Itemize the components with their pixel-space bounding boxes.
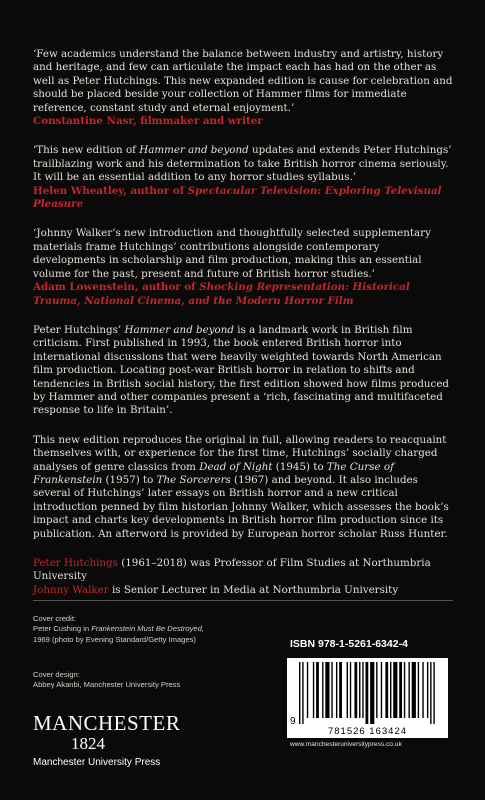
barcode-bar xyxy=(313,662,314,718)
barcode-bar xyxy=(299,662,300,724)
quote-text-span: updates and extends Peter Hutchings’ trailblazing work and his determination to take British horror cinema seriously. It will be an essential addition to any horror studies syllabus.’ xyxy=(33,144,452,184)
barcode-bar xyxy=(404,662,405,718)
text-column xyxy=(33,48,453,597)
barcode-bar xyxy=(399,662,402,718)
barcode-bar xyxy=(347,662,348,718)
attribution-name: Adam Lowenstein, author of xyxy=(33,281,200,294)
body-text: Peter Hutchings’ xyxy=(33,323,125,336)
quote-attribution xyxy=(33,185,453,212)
barcode-bar xyxy=(390,662,391,718)
cover-credit-text: Peter Cushing in xyxy=(33,624,92,634)
cover-design-name: Abbey Akanbi, Manchester University Press xyxy=(33,680,181,690)
barcode-first-digit: 9 xyxy=(290,716,296,727)
author-bios xyxy=(33,557,453,597)
book-title: Hammer and beyond xyxy=(124,323,234,336)
quote-2 xyxy=(33,144,453,211)
barcode-bar xyxy=(381,662,382,718)
body-text: is a landmark work in British film criticism. First published in 1993, the book entered British horror into international discussions that were heavily weighted towards North American film production. Locating post-war British horror in relation to shifts and tendencies in British social history, the first edition showed how films produced by Hammer and other companies present a ‘rich, fascinating and multifaceted response to life in Britain’. xyxy=(33,323,450,417)
author-bio-text: (1961–2018) was Professor of Film Studies at Northumbria University xyxy=(33,557,431,583)
barcode-bar xyxy=(418,662,419,718)
isbn-number: ISBN 978-1-5261-6342-4 xyxy=(290,638,408,650)
film-title: The Sorcerers xyxy=(156,473,231,486)
barcode-bar xyxy=(365,662,368,724)
quote-text xyxy=(33,48,453,115)
quote-text xyxy=(33,144,453,184)
barcode-bar xyxy=(339,662,342,718)
barcode-bar xyxy=(370,662,374,724)
film-title: The Curse of Frankenstein xyxy=(33,460,394,486)
barcode-bar xyxy=(430,662,431,724)
film-title: Dead of Night xyxy=(199,460,273,473)
barcode-bar xyxy=(322,662,323,718)
author-name: Johnny Walker xyxy=(33,583,109,596)
barcode xyxy=(287,658,448,738)
cover-credit xyxy=(33,614,204,645)
cover-credit-film: Frankenstein Must Be Destroyed, xyxy=(91,624,204,634)
description-paragraph-2 xyxy=(33,434,453,541)
barcode-bar xyxy=(325,662,329,718)
barcode-bar xyxy=(422,662,423,718)
quote-attribution: Constantine Nasr, filmmaker and writer xyxy=(33,115,263,128)
barcode-digits: 781526 163424 xyxy=(327,726,408,737)
publisher-name: Manchester University Press xyxy=(33,757,161,768)
cover-design-label: Cover design: xyxy=(33,670,80,679)
logo-year: 1824 xyxy=(71,734,105,753)
barcode-bar xyxy=(433,662,434,724)
attribution-book: Shocking Representation: Historical Trauma, National Cinema, and the Modern Horror Film xyxy=(33,281,410,307)
quote-text: ‘Johnny Walker’s new introduction and thoughtfully selected supplementary materials frame Hutchings’ contributions alongside contemporary developments in scholarship and film production, making this an essential volume for the past, present and future of British horror studies.’ xyxy=(33,227,431,280)
attribution-name: Helen Wheatley, author of xyxy=(33,184,188,197)
barcode-bar xyxy=(331,662,332,718)
quote-1 xyxy=(33,48,453,128)
attribution-book: Spectacular Television: Exploring Televisual Pleasure xyxy=(33,184,442,211)
publisher-website: www.manchesteruniversitypress.co.uk xyxy=(290,741,402,748)
quote-3 xyxy=(33,227,453,307)
cover-credit-line xyxy=(33,624,204,634)
body-text: (1967) and beyond. It also includes several of Hutchings’ later essays on British horror and a new critical introduction penned by film historian Johnny Walker, which assesses the book’s impact and charts key developments in British horror film production since its publication. An afterword is provided by European horror scholar Russ Hunter. xyxy=(33,473,449,540)
author-bio xyxy=(33,584,453,597)
barcode-bar xyxy=(302,662,303,724)
barcode-bar xyxy=(362,662,363,718)
description-paragraph-1 xyxy=(33,324,453,418)
author-bio-text: is Senior Lecturer in Media at Northumbria University xyxy=(108,583,399,596)
divider xyxy=(33,600,453,601)
book-title: Hammer and beyond xyxy=(139,144,249,157)
quote-attribution xyxy=(33,281,453,308)
cover-credit-label: Cover credit: xyxy=(33,614,77,623)
barcode-bar xyxy=(307,662,308,718)
barcode-bar xyxy=(359,662,360,718)
logo-wordmark: MANCHESTER xyxy=(33,711,181,735)
barcode-bars-icon xyxy=(299,662,437,724)
author-bio xyxy=(33,557,453,584)
barcode-bar xyxy=(408,662,409,718)
body-text: (1957) to xyxy=(102,473,157,486)
publisher-logo xyxy=(33,712,183,768)
cover-credit-line: 1969 (photo by Evening Standard/Getty Images) xyxy=(33,634,196,644)
barcode-bar xyxy=(412,662,416,718)
barcode-bar xyxy=(336,662,337,718)
barcode-bar xyxy=(393,662,397,718)
barcode-bar xyxy=(316,662,319,718)
barcode-bar xyxy=(376,662,377,718)
barcode-bar xyxy=(427,662,428,718)
body-text: This new edition reproduces the original in full, allowing readers to reacquaint themselves with, or experience for the first time, Hutchings’ socially charged analyses of genre classics from xyxy=(33,433,447,473)
cover-design-credit xyxy=(33,670,180,691)
author-name: Peter Hutchings xyxy=(33,557,118,569)
quote-text-span: ‘Few academics understand the balance between industry and artistry, history and heritage, and few can articulate the impact each has had on the other as well as Peter Hutchings. This new expanded edition is cause for celebration and should be placed beside your collection of Hammer films for immediate reference, constant study and eternal enjoyment.’ xyxy=(33,48,453,114)
barcode-bar xyxy=(385,662,388,718)
quote-text-span: ‘This new edition of xyxy=(33,144,140,157)
barcode-bar xyxy=(350,662,351,718)
body-text: (1945) to xyxy=(272,460,327,473)
barcode-bar xyxy=(354,662,357,718)
